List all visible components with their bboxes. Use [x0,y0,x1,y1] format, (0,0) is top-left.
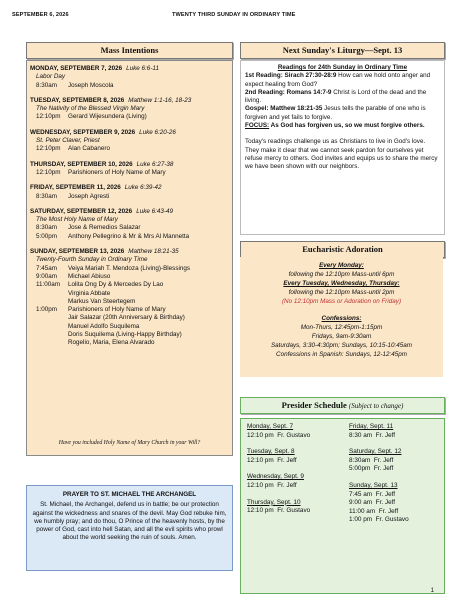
presider-day-label: Wednesday, Sept. 9 [247,473,304,481]
mass-intention: Virginia Abbate [68,289,111,297]
confessions-weekend: Saturdays, 3:30-4:30pm; Sundays, 10:15-10:45am [270,342,413,349]
presider-title: Presider Schedule (Subject to change) [240,397,445,414]
presider-day [247,423,310,440]
liturgy-title: Next Sunday's Liturgy—Sept. 13 [240,42,445,59]
liturgical-note: The Nativity of the Blessed Virgin Mary [36,105,145,113]
adoration-monday-label: Every Monday: [319,262,364,269]
presider-assignment: 12:10 pm Fr. Jeff [247,456,297,464]
presider-day [247,499,310,516]
mass-intention: 7:45am Veiya Mariah T. Mendoza (Living)-Blessings [36,264,191,272]
bulletin-date: SEPTEMBER 6, 2026 [12,12,69,18]
liturgical-note: The Most Holy Name of Mary [36,216,118,224]
mass-intention: Doris Suquilema (Living-Happy Birthday) [68,331,182,339]
focus: FOCUS: As God has forgiven us, so we must forgive others. [245,122,425,130]
mass-intention: 8:30am Jose & Remedios Salazar [36,224,141,232]
mass-day-heading: SUNDAY, SEPTEMBER 13, 2026 Matthew 18:21-35 [30,248,179,256]
adoration-box [240,257,443,377]
liturgical-note: St. Peter Claver, Priest [36,137,100,145]
presider-box [240,418,445,594]
reading-1: 1st Reading: Sirach 27:30-28:9 How can we hold onto anger and expect healing from God? [245,72,431,88]
mass-intentions-box [26,60,233,456]
bulletin-title: TWENTY THIRD SUNDAY IN ORDINARY TIME [172,12,296,18]
mass-day [30,184,232,201]
presider-day-label: Tuesday, Sept. 8 [247,448,295,456]
prayer-text: St. Michael, the Archangel, defend us in battle; be our protection against the wickedness and snares of the devil. May God rebuke him, we humbly pray; and do thou, O Prince of the heavenly hosts, by the power of God, cast into hell Satan, and all the evil spirits who prowl about the world seeking the ruin of souls. Amen. [32,501,227,542]
presider-day [247,473,310,490]
confessions-label: Confessions: [321,315,362,322]
mass-intention: 12:10pm Alan Cabanero [36,145,111,153]
liturgical-note: Twenty-Fourth Sunday in Ordinary Time [36,256,148,264]
mass-intention: 12:10pm Parishioners of Holy Name of Mary [36,168,166,176]
confessions-weekday: Mon-Thurs, 12:45pm-1:15pm [300,324,383,331]
liturgical-note: Labor Day [36,73,66,81]
gospel: Gospel: Matthew 18:21-35 Jesus tells the parable of one who is forgiven and yet fails to forgive. [245,105,426,121]
mass-intention: 8:30am Joseph Agresti [36,192,110,200]
mass-intention: 5:00pm Anthony Pellegrino & Mr & Mrs Al Mannetta [36,232,190,240]
mass-day-heading: THURSDAY, SEPTEMBER 10, 2026 Luke 6:27-38 [30,160,174,168]
liturgy-reflection: Today's readings challenge us as Christians to live in God's love. They make it clear that we cannot seek pardon for ourselves yet refuse mercy to others. God invites and equips us to share the mercy we have been shown with our neighbors. [245,138,438,171]
mass-day-heading: MONDAY, SEPTEMBER 7, 2026 Luke 6:6-11 [30,65,159,72]
presider-assignment: 7:45 am Fr. Jeff [349,490,396,498]
presider-assignment: 12:10 pm Fr. Gustavo [247,431,311,439]
mass-intention: 8:30am Joseph Moscola [36,81,114,89]
prayer-title: PRAYER TO ST. MICHAEL THE ARCHANGEL [62,491,197,498]
mass-days [27,61,232,348]
adoration-tue-thu-time: following the 12:10pm Mass-until 2pm [288,289,395,296]
confessions-spanish: Confessions in Spanish: Sundays, 12-12:45pm [276,351,407,358]
presider-assignment: 9:00 am Fr. Jeff [349,499,396,507]
mass-intention: 9:00am Michael Abiuso [36,272,111,280]
mass-day [30,65,232,90]
presider-day-label: Thursday, Sept. 10 [247,498,301,506]
presider-day-label: Sunday, Sept. 13 [349,481,398,489]
presider-left-column [247,423,310,524]
presider-assignment: 5:00pm Fr. Jeff [349,465,394,473]
mass-day [30,129,232,154]
adoration-friday-note: (No 12:10pm Mass or Adoration on Friday) [281,298,402,305]
presider-day [349,423,409,440]
mass-day-heading: SATURDAY, SEPTEMBER 12, 2026 Luke 6:43-49 [30,207,173,215]
presider-day [349,482,409,525]
liturgy-box [240,60,445,235]
adoration-monday-time: following the 12:10pm Mass-until 6pm [288,271,395,278]
confessions-friday: Fridays, 9am-9:30am [311,333,372,340]
prayer-box [26,485,233,571]
page-number: 1 [430,588,434,594]
presider-assignment: 11:00 am Fr. Jeff [349,507,399,515]
presider-assignment: 8:30 am Fr. Jeff [349,431,396,439]
mass-intention: 1:00pm Parishioners of Holy Name of Mary [36,306,166,314]
presider-day-label: Monday, Sept. 7 [247,423,294,430]
mass-day [30,161,232,178]
presider-right-column [349,423,409,533]
mass-intention: Rogelio, Maria, Elena Alvarado [68,339,155,347]
mass-intention: Jair Salazar (20th Anniversary & Birthday) [68,314,185,322]
will-reminder: Have you included Holy Name of Mary Church in your Will? [58,439,201,446]
readings-heading: Readings for 24th Sunday in Ordinary Time [277,64,408,71]
mass-day-heading: TUESDAY, SEPTEMBER 8, 2026 Matthew 1:1-16, 18-23 [30,96,192,104]
presider-assignment: 12:10 pm Fr. Jeff [247,481,297,489]
mass-intention: Manuel Adolfo Suquilema [68,322,140,330]
presider-assignment: 1:00 pm Fr. Gustavo [349,516,409,524]
mass-intention: 12:10pm Gerard Wijesundera (Living) [36,113,147,121]
presider-day [349,448,409,474]
presider-day [247,448,310,465]
mass-intention: 11:00am Lolita Ong Dy & Mercedes Dy Lao [36,281,164,289]
mass-intentions-title: Mass Intentions [26,42,233,59]
mass-day [30,248,232,348]
mass-day-heading: WEDNESDAY, SEPTEMBER 9, 2026 Luke 6:20-26 [30,128,176,136]
mass-day-heading: FRIDAY, SEPTEMBER 11, 2026 Luke 6:39-42 [30,184,162,192]
presider-day-label: Friday, Sept. 11 [349,423,394,430]
adoration-tue-thu-label: Every Tuesday, Wednesday, Thursday: [283,280,400,287]
presider-assignment: 12:10 pm Fr. Gustavo [247,507,311,515]
mass-day [30,97,232,122]
mass-day [30,208,232,241]
mass-intention: Markus Van Steertegem [68,297,136,305]
presider-day-label: Saturday, Sept. 12 [349,448,402,456]
adoration-title: Eucharistic Adoration [240,241,445,258]
reading-2: 2nd Reading: Romans 14:7-9 Christ is Lord of the dead and the living. [245,88,427,105]
presider-assignment: 8:30am Fr. Jeff [349,456,394,464]
